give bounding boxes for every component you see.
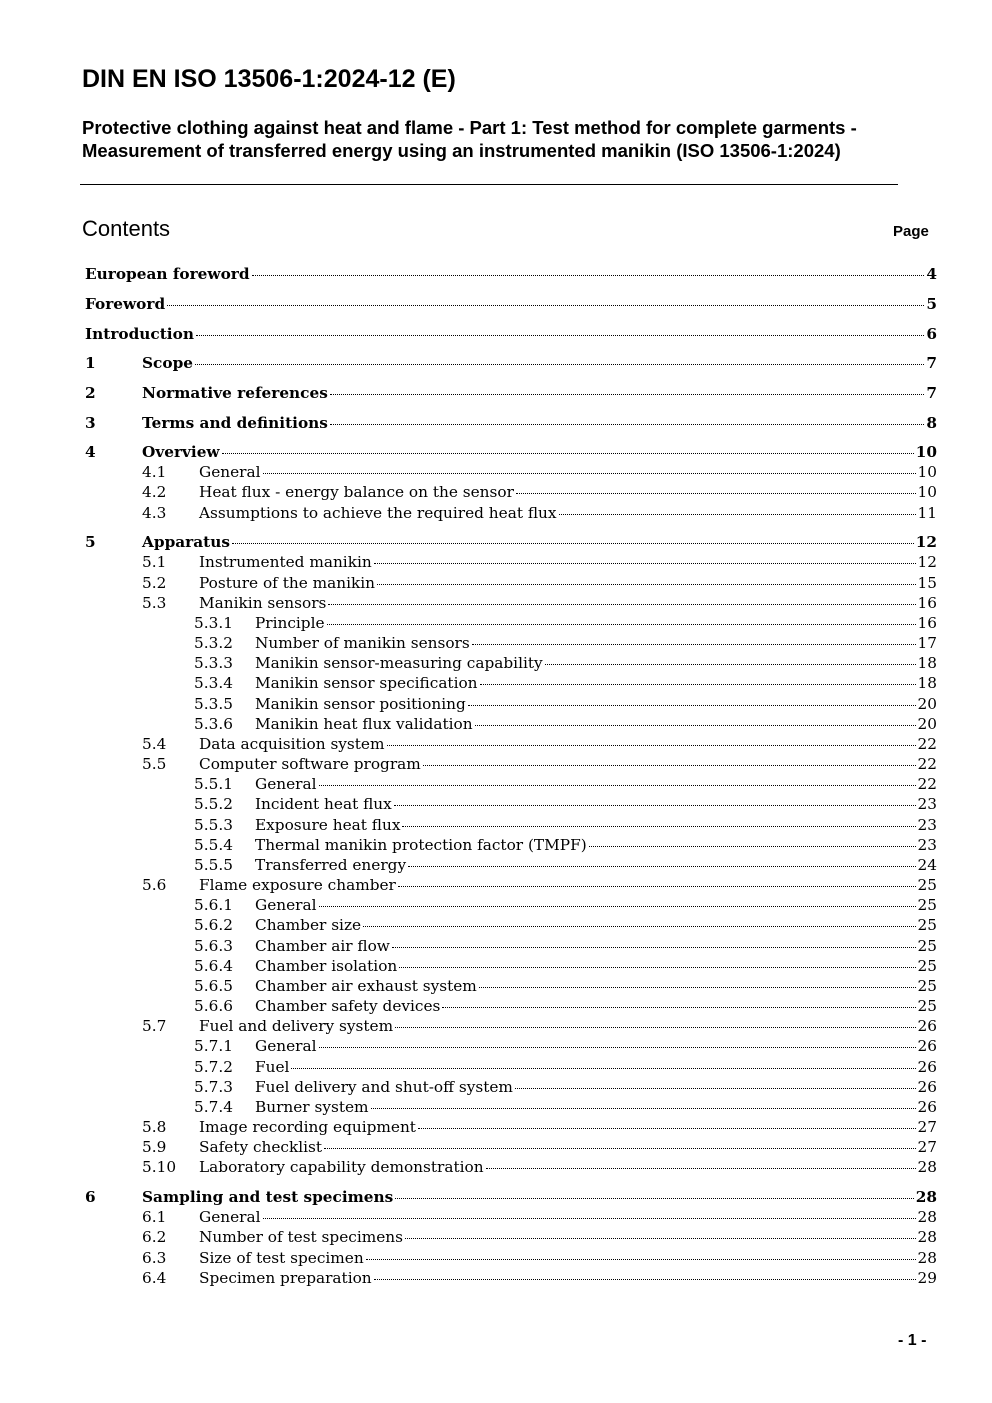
toc-entry[interactable]: [85, 1157, 937, 1177]
toc-entry-number: 5.6: [142, 876, 167, 894]
toc-entry-page: 26: [917, 1078, 937, 1096]
toc-entry[interactable]: [85, 532, 937, 552]
toc-entry-number: 5.5.3: [194, 816, 233, 834]
toc-dot-leader: [377, 584, 916, 585]
toc-entry-page: 18: [917, 674, 937, 692]
toc-entry-title: Overview: [142, 443, 220, 461]
toc-entry[interactable]: [85, 462, 937, 482]
toc-entry-page: 10: [915, 443, 937, 461]
toc-entry-title: Transferred energy: [255, 856, 407, 874]
toc-entry[interactable]: [85, 895, 937, 915]
toc-entry[interactable]: [85, 593, 937, 613]
toc-entry[interactable]: [85, 673, 937, 693]
toc-dot-leader: [366, 1259, 916, 1260]
toc-entry-page: 28: [917, 1158, 937, 1176]
toc-entry-number: 4: [85, 443, 96, 461]
toc-entry-page: 22: [917, 755, 937, 773]
toc-dot-leader: [319, 1047, 916, 1048]
toc-dot-leader: [408, 866, 915, 867]
toc-entry-title: Terms and definitions: [142, 414, 328, 432]
toc-dot-leader: [196, 335, 924, 336]
toc-entry[interactable]: [85, 442, 937, 462]
toc-entry[interactable]: [85, 855, 937, 875]
toc-entry[interactable]: [85, 956, 937, 976]
toc-dot-leader: [395, 1027, 915, 1028]
toc-entry-number: 5.8: [142, 1118, 167, 1136]
toc-entry-page: 25: [917, 997, 937, 1015]
toc-entry-title: Data acquisition system: [199, 735, 385, 753]
toc-entry[interactable]: [85, 1117, 937, 1137]
toc-dot-leader: [374, 563, 916, 564]
toc-entry-title: Chamber air flow: [255, 937, 390, 955]
toc-entry[interactable]: [85, 875, 937, 895]
toc-entry-page: 4: [926, 265, 937, 283]
toc-entry-page: 7: [926, 354, 937, 372]
toc-dot-leader: [472, 644, 916, 645]
toc-entry[interactable]: [85, 936, 937, 956]
toc-dot-leader: [545, 664, 916, 665]
toc-entry-title: General: [255, 896, 317, 914]
toc-entry-page: 15: [917, 574, 937, 592]
toc-entry-page: 25: [917, 916, 937, 934]
toc-dot-leader: [327, 624, 916, 625]
toc-entry-title: Thermal manikin protection factor (TMPF): [255, 836, 587, 854]
toc-entry-page: 25: [917, 937, 937, 955]
toc-entry-page: 5: [926, 295, 937, 313]
toc-entry-title: Foreword: [85, 295, 166, 313]
toc-entry[interactable]: [85, 1207, 937, 1227]
toc-entry-page: 25: [917, 896, 937, 914]
toc-entry-number: 5.4: [142, 735, 167, 753]
toc-entry-page: 10: [917, 463, 937, 481]
toc-entry-number: 5.9: [142, 1138, 167, 1156]
toc-entry-page: 26: [917, 1037, 937, 1055]
toc-entry-title: Fuel delivery and shut-off system: [255, 1078, 513, 1096]
toc-entry[interactable]: [85, 482, 937, 502]
toc-entry-title: Specimen preparation: [199, 1269, 372, 1287]
toc-entry[interactable]: [85, 835, 937, 855]
toc-entry-number: 4.3: [142, 504, 167, 522]
toc-entry-page: 12: [915, 533, 937, 551]
toc-entry-page: 24: [917, 856, 937, 874]
toc-entry-page: 7: [926, 384, 937, 402]
toc-entry-page: 23: [917, 816, 937, 834]
toc-entry-title: Size of test specimen: [199, 1249, 364, 1267]
toc-entry-title: General: [199, 1208, 261, 1226]
toc-dot-leader: [405, 1238, 916, 1239]
toc-entry-page: 18: [917, 654, 937, 672]
toc-entry-page: 20: [917, 715, 937, 733]
toc-entry-number: 5.2: [142, 574, 167, 592]
toc-entry[interactable]: [85, 1057, 937, 1077]
toc-dot-leader: [399, 967, 915, 968]
toc-entry-number: 3: [85, 414, 96, 432]
toc-entry-title: Manikin sensor-measuring capability: [255, 654, 543, 672]
toc-entry[interactable]: [85, 794, 937, 814]
toc-dot-leader: [319, 906, 916, 907]
toc-entry-page: 8: [926, 414, 937, 432]
toc-entry-number: 5.5.4: [194, 836, 233, 854]
toc-dot-leader: [516, 493, 916, 494]
toc-entry[interactable]: [85, 1137, 937, 1157]
toc-entry-number: 1: [85, 354, 96, 372]
toc-entry-number: 5.7.2: [194, 1058, 233, 1076]
toc-dot-leader: [468, 705, 916, 706]
toc-entry-number: 5.3.2: [194, 634, 233, 652]
toc-dot-leader: [330, 394, 925, 395]
toc-dot-leader: [395, 1198, 913, 1199]
toc-entry-number: 6: [85, 1188, 96, 1206]
toc-entry-title: Computer software program: [199, 755, 421, 773]
toc-entry-title: European foreword: [85, 265, 250, 283]
toc-entry-number: 5: [85, 533, 96, 551]
toc-entry[interactable]: [85, 613, 937, 633]
toc-entry-title: General: [255, 1037, 317, 1055]
toc-entry-title: Burner system: [255, 1098, 369, 1116]
toc-dot-leader: [330, 424, 924, 425]
toc-dot-leader: [589, 846, 916, 847]
toc-entry-page: 27: [917, 1118, 937, 1136]
toc-entry-number: 5.6.4: [194, 957, 233, 975]
toc-entry-title: Exposure heat flux: [255, 816, 401, 834]
toc-entry-number: 5.7.4: [194, 1098, 233, 1116]
toc-entry-page: 22: [917, 735, 937, 753]
toc-entry-number: 6.4: [142, 1269, 167, 1287]
toc-entry-page: 26: [917, 1017, 937, 1035]
toc-entry[interactable]: [85, 294, 937, 314]
toc-entry-number: 5.1: [142, 553, 167, 571]
toc-entry-page: 27: [917, 1138, 937, 1156]
toc-dot-leader: [402, 826, 915, 827]
toc-entry-title: Manikin heat flux validation: [255, 715, 473, 733]
toc-dot-leader: [559, 514, 916, 515]
toc-entry[interactable]: [85, 815, 937, 835]
toc-entry-page: 10: [917, 483, 937, 501]
toc-entry-title: General: [255, 775, 317, 793]
toc-entry-number: 5.3.6: [194, 715, 233, 733]
toc-dot-leader: [398, 886, 916, 887]
toc-entry-number: 5.6.6: [194, 997, 233, 1015]
toc-entry[interactable]: [85, 1268, 937, 1288]
toc-dot-leader: [232, 543, 914, 544]
document-subtitle: Protective clothing against heat and flame - Part 1: Test method for complete garments - Measurement of transferred energy using an instrumented manikin (ISO 13506-1:2024): [82, 117, 857, 161]
toc-entry-number: 5.10: [142, 1158, 177, 1176]
toc-entry[interactable]: [85, 774, 937, 794]
toc-entry-page: 26: [917, 1058, 937, 1076]
toc-entry-page: 17: [917, 634, 937, 652]
toc-entry-title: Heat flux - energy balance on the sensor: [199, 483, 514, 501]
contents-heading: Contents: [82, 216, 171, 241]
toc-entry[interactable]: [85, 413, 937, 433]
toc-entry-title: Normative references: [142, 384, 328, 402]
toc-entry-page: 16: [917, 594, 937, 612]
toc-entry[interactable]: [85, 1227, 937, 1247]
toc-dot-leader: [291, 1068, 915, 1069]
toc-entry-page: 6: [926, 325, 937, 343]
toc-entry[interactable]: [85, 734, 937, 754]
toc-entry-page: 28: [917, 1249, 937, 1267]
toc-entry-title: Principle: [255, 614, 325, 632]
toc-entry-number: 5.6.1: [194, 896, 233, 914]
toc-entry[interactable]: [85, 1187, 937, 1207]
toc-entry-page: 29: [917, 1269, 937, 1287]
toc-dot-leader: [328, 604, 915, 605]
toc-entry-number: 5.5.5: [194, 856, 233, 874]
toc-entry-title: Chamber safety devices: [255, 997, 441, 1015]
toc-entry-number: 5.3.4: [194, 674, 233, 692]
toc-entry-title: Introduction: [85, 325, 194, 343]
toc-entry[interactable]: [85, 1036, 937, 1056]
toc-entry-page: 23: [917, 836, 937, 854]
toc-entry-number: 6.2: [142, 1228, 167, 1246]
toc-entry-title: Safety checklist: [199, 1138, 323, 1156]
toc-entry-page: 28: [917, 1228, 937, 1246]
toc-dot-leader: [479, 987, 916, 988]
toc-entry-title: Chamber isolation: [255, 957, 398, 975]
toc-entry-title: Apparatus: [142, 533, 230, 551]
toc-entry-number: 6.3: [142, 1249, 167, 1267]
toc-entry[interactable]: [85, 653, 937, 673]
toc-entry-page: 16: [917, 614, 937, 632]
page-number: - 1 -: [898, 1332, 927, 1349]
title-divider: [80, 184, 898, 185]
toc-entry-page: 25: [917, 977, 937, 995]
toc-entry-title: Manikin sensor positioning: [255, 695, 466, 713]
toc-dot-leader: [475, 725, 916, 726]
toc-dot-leader: [263, 1218, 916, 1219]
toc-entry-title: Chamber size: [255, 916, 362, 934]
toc-entry-page: 26: [917, 1098, 937, 1116]
toc-entry-title: Number of manikin sensors: [255, 634, 470, 652]
toc-dot-leader: [387, 745, 916, 746]
toc-entry-page: 23: [917, 795, 937, 813]
toc-entry-number: 5.7.1: [194, 1037, 233, 1055]
toc-entry-number: 2: [85, 384, 96, 402]
toc-entry-title: Fuel: [255, 1058, 290, 1076]
toc-entry[interactable]: [85, 1097, 937, 1117]
toc-entry-number: 5.7: [142, 1017, 167, 1035]
toc-entry-page: 25: [917, 876, 937, 894]
toc-entry[interactable]: [85, 552, 937, 572]
document-title: DIN EN ISO 13506-1:2024-12 (E): [82, 65, 456, 93]
toc-dot-leader: [515, 1088, 916, 1089]
toc-entry-number: 5.3.1: [194, 614, 233, 632]
toc-entry-number: 5.6.5: [194, 977, 233, 995]
toc-entry[interactable]: [85, 633, 937, 653]
toc-entry-number: 5.5.1: [194, 775, 233, 793]
toc-entry-title: Manikin sensor specification: [255, 674, 478, 692]
toc-entry-title: Fuel and delivery system: [199, 1017, 394, 1035]
toc-entry-title: Posture of the manikin: [199, 574, 375, 592]
toc-dot-leader: [392, 947, 916, 948]
toc-entry[interactable]: [85, 264, 937, 284]
toc-entry-title: Number of test specimens: [199, 1228, 403, 1246]
toc-dot-leader: [319, 785, 916, 786]
toc-entry-title: Sampling and test specimens: [142, 1188, 394, 1206]
toc-entry[interactable]: [85, 1077, 937, 1097]
toc-entry-page: 25: [917, 957, 937, 975]
toc-entry-title: General: [199, 463, 261, 481]
toc-dot-leader: [263, 473, 916, 474]
toc-dot-leader: [363, 926, 915, 927]
toc-entry-title: Scope: [142, 354, 193, 372]
toc-entry-page: 22: [917, 775, 937, 793]
toc-entry[interactable]: [85, 996, 937, 1016]
toc-entry-number: 4.1: [142, 463, 167, 481]
toc-dot-leader: [418, 1128, 916, 1129]
toc-entry-title: Image recording equipment: [199, 1118, 416, 1136]
toc-dot-leader: [423, 765, 916, 766]
toc-entry-title: Chamber air exhaust system: [255, 977, 477, 995]
toc-dot-leader: [167, 305, 924, 306]
toc-dot-leader: [195, 364, 924, 365]
toc-entry-page: 20: [917, 695, 937, 713]
toc-entry[interactable]: [85, 754, 937, 774]
toc-entry-title: Incident heat flux: [255, 795, 392, 813]
toc-dot-leader: [324, 1148, 915, 1149]
toc-entry-number: 5.6.2: [194, 916, 233, 934]
toc-dot-leader: [480, 684, 916, 685]
toc-entry-number: 5.3: [142, 594, 167, 612]
toc-entry[interactable]: [85, 1248, 937, 1268]
toc-entry-title: Instrumented manikin: [199, 553, 372, 571]
toc-dot-leader: [374, 1279, 916, 1280]
toc-entry-page: 28: [917, 1208, 937, 1226]
toc-entry-number: 5.5: [142, 755, 167, 773]
toc-entry[interactable]: [85, 1016, 937, 1036]
toc-entry-page: 11: [917, 504, 937, 522]
toc-entry[interactable]: [85, 503, 937, 523]
toc-entry-number: 5.6.3: [194, 937, 233, 955]
toc-entry-title: Assumptions to achieve the required heat flux: [199, 504, 557, 522]
toc-entry-title: Laboratory capability demonstration: [199, 1158, 484, 1176]
toc-entry[interactable]: [85, 976, 937, 996]
toc-entry-number: 5.7.3: [194, 1078, 233, 1096]
toc-entry[interactable]: [85, 353, 937, 373]
toc-dot-leader: [486, 1168, 916, 1169]
toc-entry[interactable]: [85, 573, 937, 593]
page-column-label: Page: [893, 223, 929, 240]
toc-dot-leader: [442, 1007, 915, 1008]
toc-entry-number: 5.3.5: [194, 695, 233, 713]
toc-entry[interactable]: [85, 383, 937, 403]
toc-entry-title: Flame exposure chamber: [199, 876, 396, 894]
toc-entry-page: 28: [915, 1188, 937, 1206]
toc-entry-title: Manikin sensors: [199, 594, 327, 612]
toc-entry-number: 5.3.3: [194, 654, 233, 672]
toc-entry-number: 5.5.2: [194, 795, 233, 813]
toc-entry-number: 6.1: [142, 1208, 167, 1226]
toc-entry[interactable]: [85, 714, 937, 734]
toc-entry-number: 4.2: [142, 483, 167, 501]
toc-entry[interactable]: [85, 324, 937, 344]
toc-dot-leader: [222, 453, 914, 454]
toc-entry-page: 12: [917, 553, 937, 571]
toc-entry[interactable]: [85, 694, 937, 714]
toc-dot-leader: [371, 1108, 916, 1109]
toc-dot-leader: [394, 805, 916, 806]
toc-dot-leader: [252, 275, 925, 276]
toc-entry[interactable]: [85, 915, 937, 935]
